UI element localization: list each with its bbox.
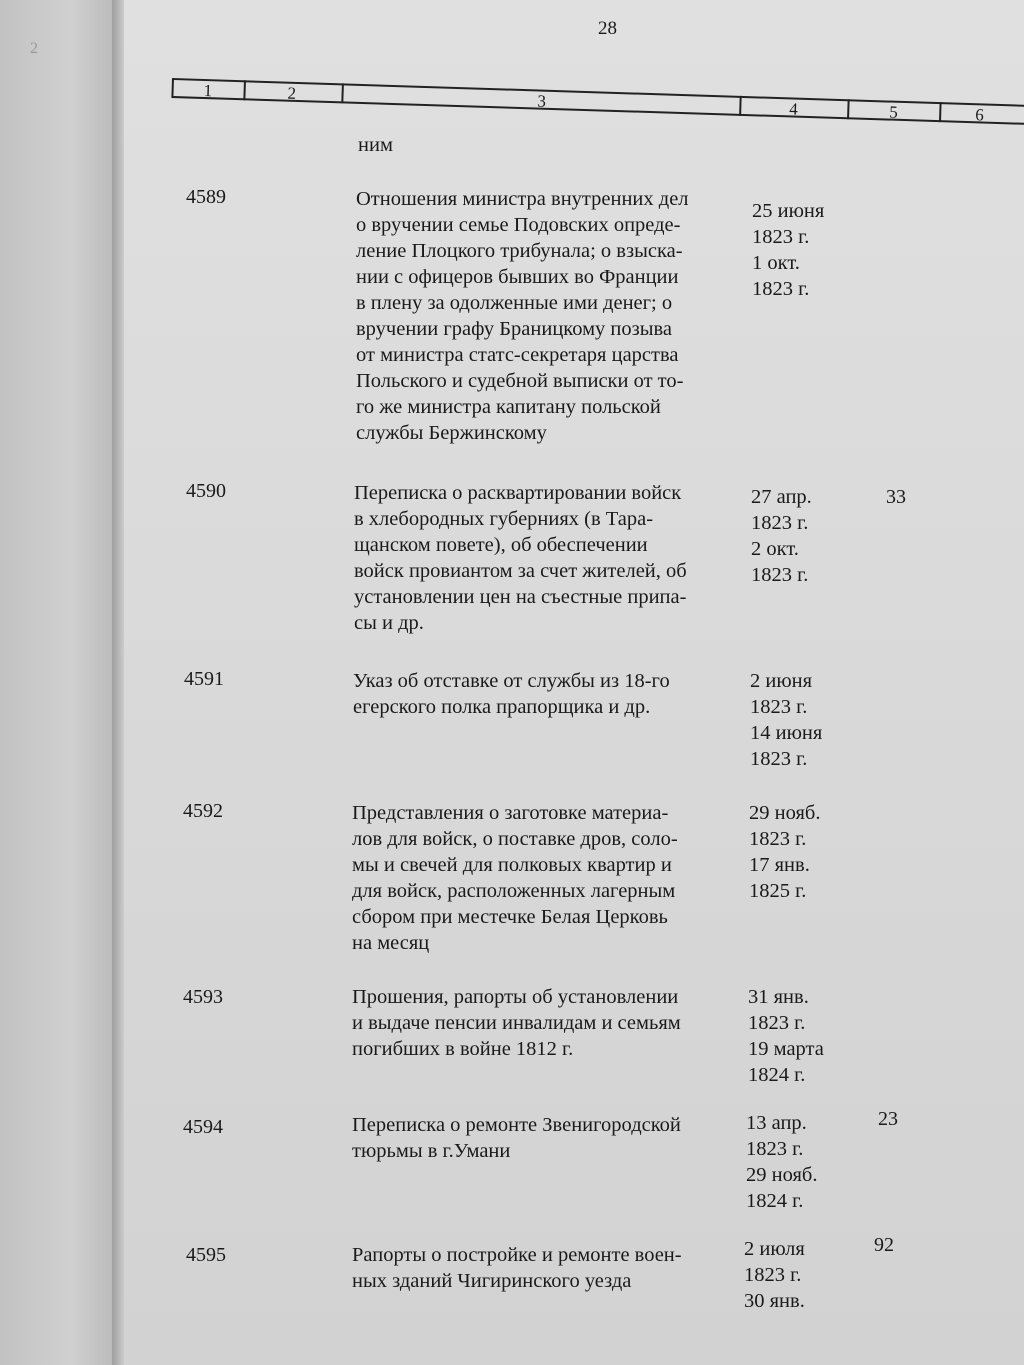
- date-line: 1825 г.: [749, 880, 807, 902]
- record-dates: [744, 1236, 805, 1314]
- description-line: Отношения министра внутренних дел: [356, 188, 689, 210]
- record-description: [352, 800, 678, 956]
- date-line: 1823 г.: [752, 278, 810, 300]
- record-number: 4592: [183, 800, 223, 822]
- record-dates: [751, 484, 812, 588]
- description-line: сы и др.: [354, 612, 424, 634]
- continuation-text: ним: [358, 134, 393, 156]
- date-line: 1 окт.: [752, 252, 800, 274]
- date-line: 31 янв.: [748, 986, 809, 1008]
- description-line: го же министра капитану польской: [356, 396, 661, 418]
- date-line: 17 янв.: [749, 854, 810, 876]
- description-line: ных зданий Чигиринского уезда: [352, 1270, 632, 1292]
- record-description: [356, 186, 689, 446]
- sheet-count: 92: [874, 1234, 894, 1256]
- date-line: 1824 г.: [746, 1190, 804, 1212]
- date-line: 29 нояб.: [746, 1164, 818, 1186]
- description-line: Указ об отставке от службы из 18-го: [353, 670, 670, 692]
- description-line: Рапорты о постройке и ремонте воен-: [352, 1244, 682, 1266]
- description-line: мы и свечей для полковых квартир и: [352, 854, 672, 876]
- date-line: 2 окт.: [751, 538, 799, 560]
- header-col-2: 2: [287, 83, 297, 103]
- date-line: 1823 г.: [748, 1012, 806, 1034]
- date-line: 1823 г.: [752, 226, 810, 248]
- header-col-4: 4: [789, 99, 799, 119]
- description-line: егерского полка прапорщика и др.: [353, 696, 651, 718]
- description-line: Представления о заготовке материа-: [352, 802, 669, 824]
- date-line: 1823 г.: [750, 696, 808, 718]
- record-number: 4593: [183, 986, 223, 1008]
- record-description: [352, 1112, 681, 1164]
- record-number: 4591: [184, 668, 224, 690]
- description-line: тюрьмы в г.Умани: [352, 1140, 511, 1162]
- record-number: 4594: [183, 1116, 223, 1138]
- record-number: 4595: [186, 1244, 226, 1266]
- record-dates: [749, 800, 820, 904]
- description-line: от министра статс-секретаря царства: [356, 344, 679, 366]
- description-line: Переписка о ремонте Звенигородской: [352, 1114, 681, 1136]
- description-line: для войск, расположенных лагерным: [352, 880, 676, 902]
- description-line: лов для войск, о поставке дров, соло-: [352, 828, 678, 850]
- description-line: погибших в войне 1812 г.: [352, 1038, 574, 1060]
- description-line: службы Бержинскому: [356, 422, 547, 444]
- description-line: Польского и судебной выписки от то-: [356, 370, 684, 392]
- date-line: 13 апр.: [746, 1112, 807, 1134]
- date-line: 25 июня: [752, 200, 825, 222]
- date-line: 2 июня: [750, 670, 813, 692]
- description-line: щанском повете), об обеспечении: [354, 534, 648, 556]
- record-number: 4590: [186, 480, 226, 502]
- record-description: [353, 668, 670, 720]
- date-line: 14 июня: [750, 722, 823, 744]
- sheet-count: 33: [886, 486, 906, 508]
- record-description: [352, 984, 681, 1062]
- description-line: ление Плоцкого трибунала; о взыска-: [356, 240, 683, 262]
- date-line: 1824 г.: [748, 1064, 806, 1086]
- description-line: установлении цен на съестные припа-: [354, 586, 687, 608]
- left-page-number: 2: [30, 40, 38, 57]
- record-dates: [750, 668, 822, 772]
- record-description: [352, 1242, 682, 1294]
- description-line: войск провиантом за счет жителей, об: [354, 560, 687, 582]
- description-line: на месяц: [352, 932, 430, 954]
- header-col-6: 6: [974, 105, 985, 125]
- page-number: 28: [598, 18, 617, 39]
- date-line: 27 апр.: [751, 486, 812, 508]
- description-line: о вручении семье Подовских опреде-: [356, 214, 681, 236]
- header-col-5: 5: [888, 102, 899, 122]
- header-col-3: 3: [537, 91, 547, 111]
- record-dates: [746, 1110, 817, 1214]
- description-line: нии с офицеров бывших во Франции: [356, 266, 679, 288]
- date-line: 1823 г.: [744, 1264, 802, 1286]
- description-line: Переписка о расквартировании войск: [354, 482, 682, 504]
- date-line: 1823 г.: [750, 748, 808, 770]
- description-line: в плену за одолженные ими денег; о: [356, 292, 673, 314]
- record-number: 4589: [186, 186, 226, 208]
- date-line: 2 июля: [744, 1238, 805, 1260]
- record-dates: [748, 984, 824, 1088]
- description-line: и выдаче пенсии инвалидам и семьям: [352, 1012, 681, 1034]
- record-description: [354, 480, 687, 636]
- description-line: сбором при местечке Белая Церковь: [352, 906, 668, 928]
- description-line: в хлебородных губерниях (в Тара-: [354, 508, 654, 530]
- date-line: 30 янв.: [744, 1290, 805, 1312]
- left-page-edge: [0, 0, 118, 1365]
- header-col-1: 1: [203, 81, 213, 101]
- date-line: 1823 г.: [746, 1138, 804, 1160]
- date-line: 1823 г.: [751, 564, 809, 586]
- description-line: Прошения, рапорты об установлении: [352, 986, 679, 1008]
- description-line: вручении графу Браницкому позыва: [356, 318, 673, 340]
- date-line: 29 нояб.: [749, 802, 821, 824]
- date-line: 19 марта: [748, 1038, 824, 1060]
- record-dates: [752, 198, 824, 302]
- date-line: 1823 г.: [749, 828, 807, 850]
- sheet-count: 23: [878, 1108, 898, 1130]
- date-line: 1823 г.: [751, 512, 809, 534]
